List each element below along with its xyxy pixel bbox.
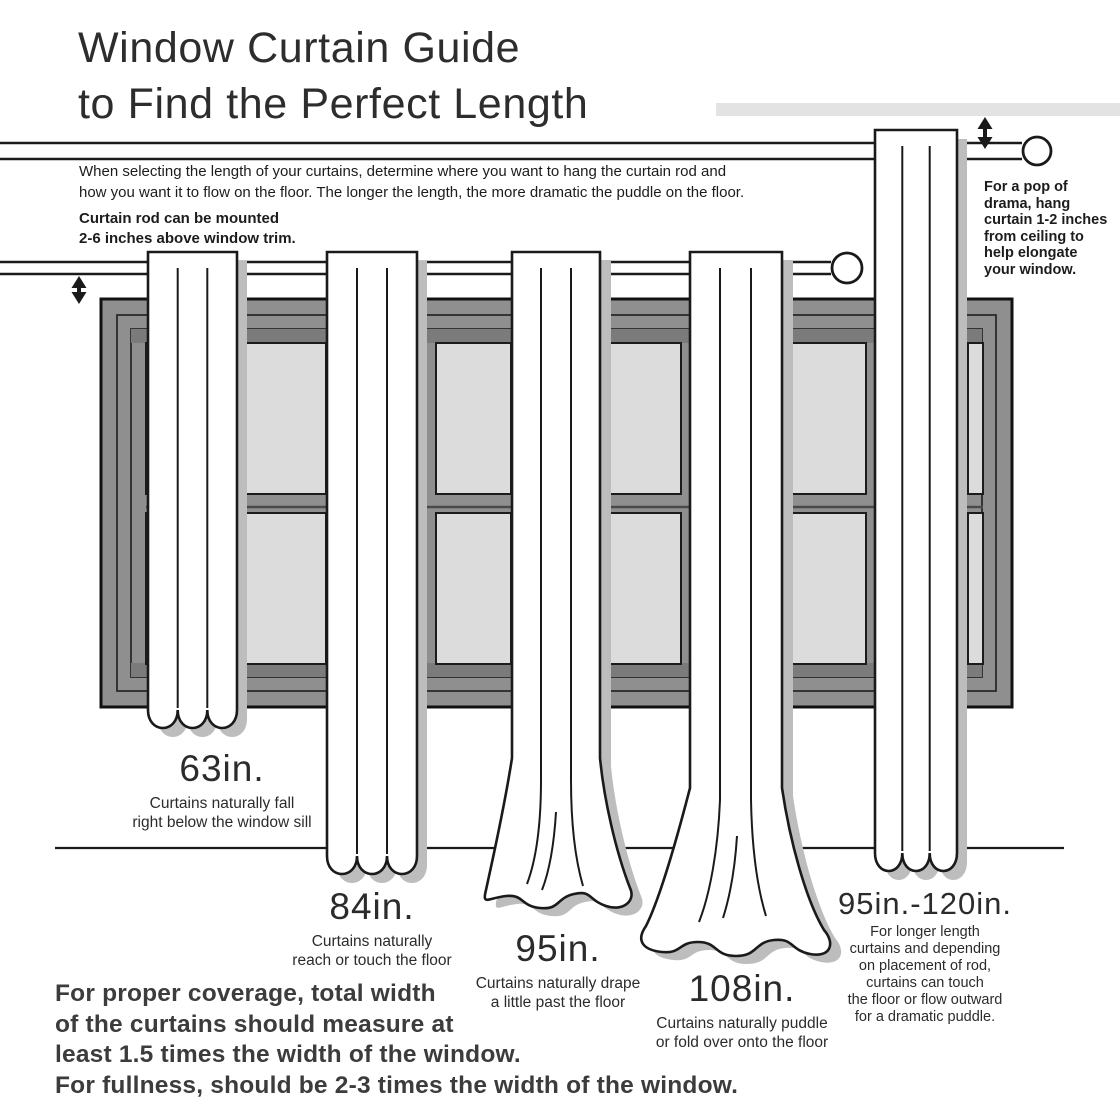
curtain-95-description: Curtains naturally drape a little past the floor <box>475 975 641 1011</box>
curtain-63-description: Curtains naturally fall right below the window sill <box>132 795 312 831</box>
rod-note-line-2: 2-6 inches above window trim. <box>79 230 296 247</box>
label-curtain-95-120 <box>838 886 1012 1026</box>
curtain-84-length: 84in. <box>329 886 415 927</box>
rod-mounting-note <box>79 209 296 249</box>
curtain-108-length: 108in. <box>688 968 796 1009</box>
lower-rod-finial <box>832 253 862 283</box>
page-title <box>78 20 588 132</box>
curtain-95-120-description: For longer length curtains and depending on placement of rod, curtains can touch the floor or flow outward for a dramatic puddle. <box>847 924 1003 1025</box>
upper-rod-finial <box>1023 137 1051 165</box>
curtain-63 <box>148 252 247 737</box>
title-line-1: Window Curtain Guide <box>78 24 521 72</box>
curtain-108-description: Curtains naturally puddle or fold over onto the floor <box>655 1015 829 1051</box>
curtain-95-120 <box>875 130 967 880</box>
coverage-note: For proper coverage, total width of the curtains should measure at least 1.5 times the width of the window. For fullness, should be 2-3 times the width of the window. <box>55 980 739 1099</box>
curtain-84-description: Curtains naturally reach or touch the floor <box>292 933 452 969</box>
trim-gap-arrow-icon <box>72 276 87 304</box>
label-curtain-63 <box>132 748 311 832</box>
intro-paragraph <box>79 161 744 203</box>
intro-line-2: how you want it to flow on the floor. The longer the length, the more dramatic the puddle on the floor. <box>79 184 745 201</box>
curtain-84 <box>327 252 427 883</box>
ceiling-strip <box>716 103 1120 116</box>
curtain-95-120-length: 95in.-120in. <box>837 886 1013 921</box>
drama-note: For a pop of drama, hang curtain 1-2 inches from ceiling to help elongate your window. <box>984 179 1108 278</box>
intro-line-1: When selecting the length of your curtains, determine where you want to hang the curtain rod and <box>79 163 727 180</box>
curtain-63-length: 63in. <box>179 748 265 789</box>
title-line-2: to Find the Perfect Length <box>78 80 589 128</box>
label-curtain-84 <box>292 886 451 970</box>
rod-note-line-1: Curtain rod can be mounted <box>79 210 280 227</box>
curtain-95-length: 95in. <box>515 928 601 969</box>
